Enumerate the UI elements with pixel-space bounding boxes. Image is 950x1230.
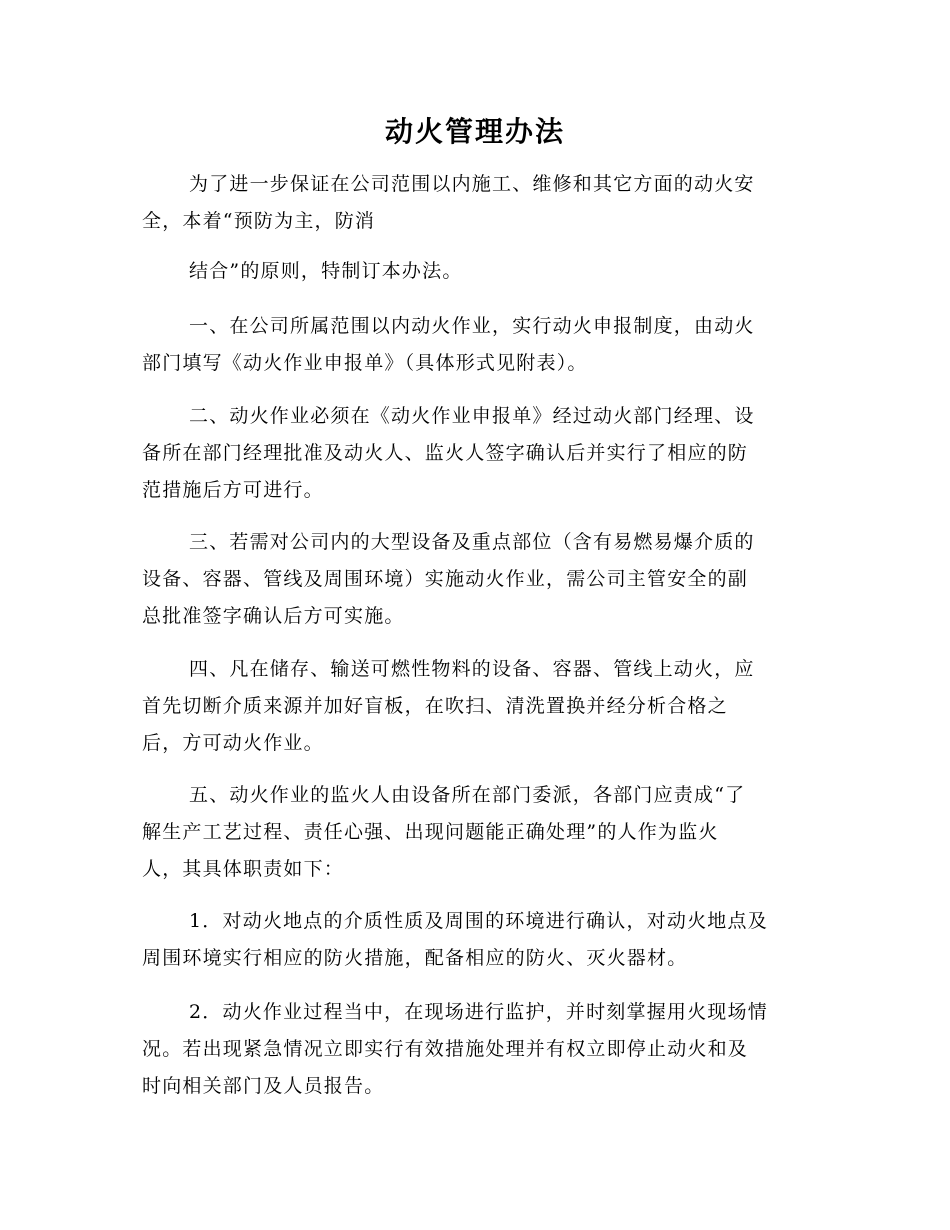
paragraph-line: 二、动火作业必须在《动火作业申报单》经过动火部门经理、设 (189, 405, 755, 427)
paragraph-line: 四、凡在储存、输送可燃性物料的设备、容器、管线上动火，应 (189, 658, 755, 680)
paragraph-line: 1．对动火地点的介质性质及周围的环境进行确认，对动火地点及 (189, 910, 768, 932)
paragraph-intro (142, 166, 812, 240)
paragraph-line: 结合”的原则，特制订本办法。 (189, 260, 463, 282)
paragraph-line: 解生产工艺过程、责任心强、出现问题能正确处理”的人作为监火 (142, 821, 719, 843)
paragraph-line: 为了进一步保证在公司范围以内施工、维修和其它方面的动火安 (189, 173, 755, 195)
paragraph-line: 全，本着“预防为主，防消 (142, 210, 376, 232)
paragraph-line: 五、动火作业的监火人由设备所在部门委派，各部门应责成“了 (189, 784, 746, 806)
paragraph-clause-4 (142, 651, 812, 762)
paragraph-duty-1 (142, 903, 812, 977)
paragraph-principle (142, 253, 812, 290)
paragraph-clause-3 (142, 524, 812, 635)
paragraph-line: 况。若出现紧急情况立即实行有效措施处理并有权立即停止动火和及 (142, 1038, 749, 1060)
paragraph-line: 一、在公司所属范围以内动火作业，实行动火申报制度，由动火 (189, 315, 755, 337)
paragraph-line: 部门填写《动火作业申报单》（具体形式见附表）。 (142, 352, 588, 374)
paragraph-clause-5 (142, 777, 812, 888)
paragraph-clause-2 (142, 398, 812, 509)
paragraph-line: 2．动火作业过程当中，在现场进行监护，并时刻掌握用火现场情 (189, 1001, 768, 1023)
document-title: 动火管理办法 (384, 115, 565, 148)
paragraph-line: 人，其具体职责如下： (142, 858, 345, 880)
paragraph-line: 设备、容器、管线及周围环境）实施动火作业，需公司主管安全的副 (142, 568, 749, 590)
paragraph-line: 范措施后方可进行。 (142, 479, 324, 501)
paragraph-line: 时向相关部门及人员报告。 (142, 1075, 385, 1097)
paragraph-line: 备所在部门经理批准及动火人、监火人签字确认后并实行了相应的防 (142, 442, 749, 464)
paragraph-clause-1 (142, 308, 812, 382)
paragraph-line: 首先切断介质来源并加好盲板，在吹扫、清洗置换并经分析合格之 (142, 695, 728, 717)
paragraph-duty-2 (142, 994, 812, 1105)
paragraph-line: 周围环境实行相应的防火措施，配备相应的防火、灭火器材。 (142, 947, 688, 969)
paragraph-line: 三、若需对公司内的大型设备及重点部位（含有易燃易爆介质的 (189, 531, 755, 553)
paragraph-line: 后，方可动火作业。 (142, 732, 324, 754)
paragraph-line: 总批准签字确认后方可实施。 (142, 605, 405, 627)
